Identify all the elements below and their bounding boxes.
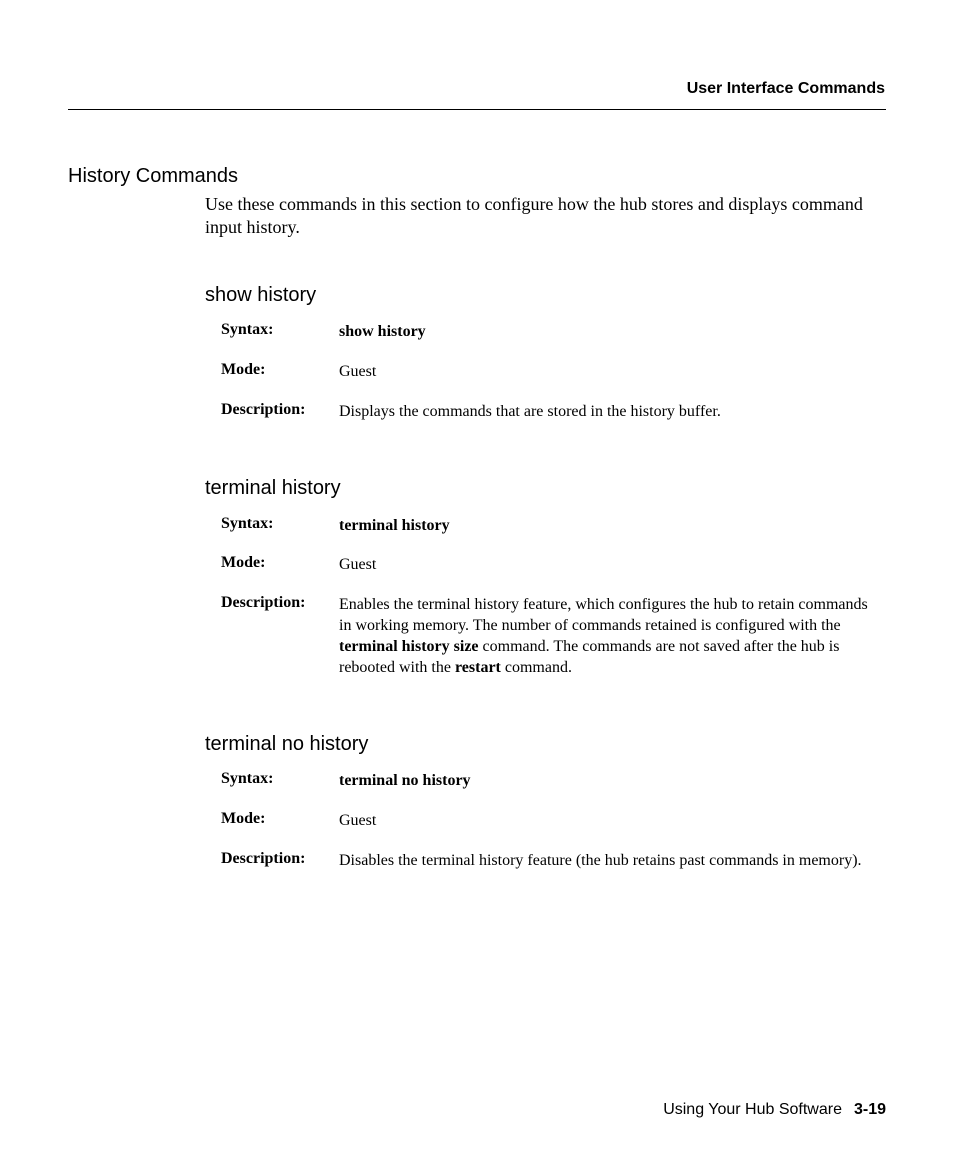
mode-value: Guest [339,363,377,380]
mode-label: Mode: [221,361,266,378]
section-title: History Commands [68,165,239,187]
description-label: Description: [221,850,306,867]
mode-label: Mode: [221,554,266,571]
mode-value: Guest [339,556,377,573]
section-intro: Use these commands in this section to configure how the hub stores and displays command input history. [205,194,863,237]
syntax-value: show history [339,323,426,340]
description-text: Enables the terminal history feature, which configures the hub to retain commands in working memory. The number of commands retained is configured with the [339,596,868,634]
command-reference: restart [454,659,501,676]
description-text: command. [500,659,572,676]
header-rule [68,109,886,110]
mode-value: Guest [339,812,377,829]
command-title-show-history: show history [205,284,317,306]
description-value: Displays the commands that are stored in the history buffer. [339,403,721,420]
syntax-label: Syntax: [221,770,274,787]
syntax-label: Syntax: [221,321,274,338]
description-label: Description: [221,594,306,611]
command-title-terminal-no-history: terminal no history [205,733,369,755]
page-number: 3-19 [853,1101,886,1118]
syntax-value: terminal no history [339,772,471,789]
command-title-terminal-history: terminal history [205,477,341,499]
description-label: Description: [221,401,306,418]
description-value: Disables the terminal history feature (the hub retains past commands in memory). [339,852,862,869]
syntax-label: Syntax: [221,515,274,532]
book-title: Using Your Hub Software [663,1101,842,1118]
description-value [339,594,869,678]
mode-label: Mode: [221,810,266,827]
syntax-value: terminal history [339,517,450,534]
page-footer [663,1101,886,1119]
command-reference: terminal history size [339,638,479,655]
description-text: command. The commands are not saved after the hub is rebooted with the [339,638,840,676]
running-head: User Interface Commands [686,80,885,97]
